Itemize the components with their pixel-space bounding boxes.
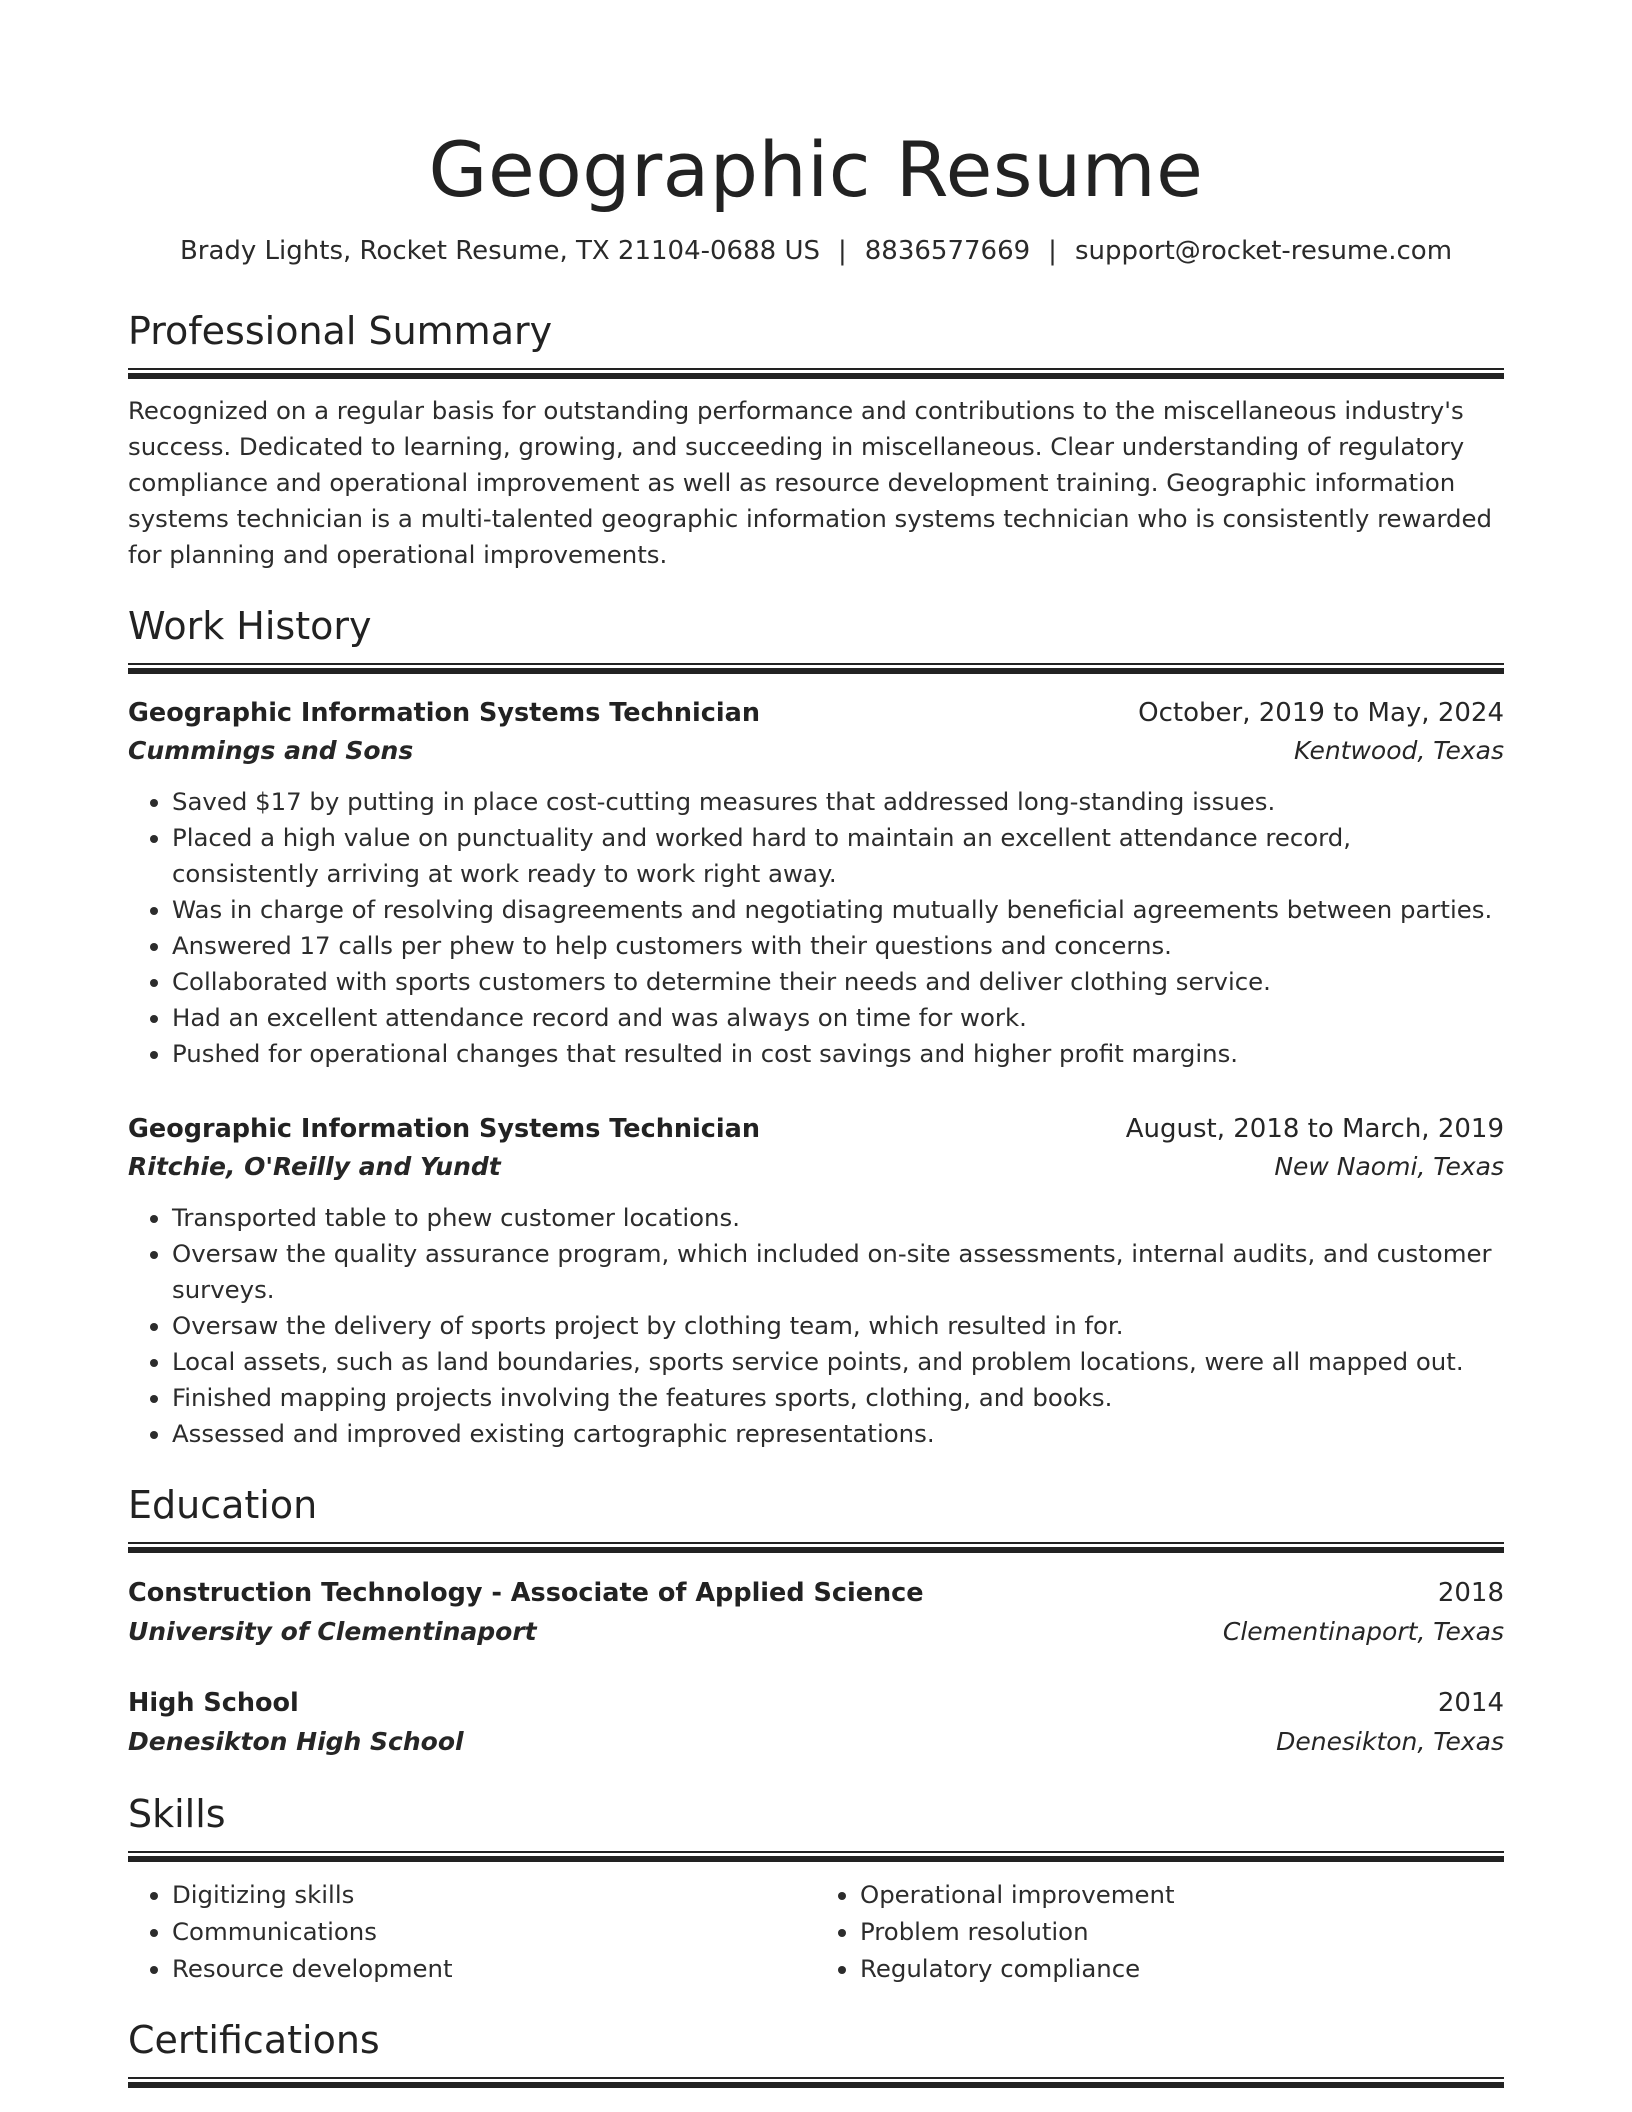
list-item: • Transported table to phew customer locations. bbox=[172, 1200, 1504, 1236]
education-subheader bbox=[128, 1613, 1504, 1651]
skills-columns bbox=[128, 1876, 1504, 1987]
education-subheader bbox=[128, 1723, 1504, 1761]
contact-separator: | bbox=[1048, 236, 1057, 266]
education-location: Denesikton, Texas bbox=[1276, 1727, 1504, 1756]
section-divider bbox=[128, 368, 1504, 379]
education-year: 2018 bbox=[1437, 1578, 1504, 1608]
job-entry bbox=[128, 1110, 1504, 1452]
contact-phone: 8836577669 bbox=[864, 236, 1031, 266]
job-company: Cummings and Sons bbox=[128, 736, 414, 765]
list-item: • Resource development bbox=[172, 1950, 816, 1987]
resume-title: Geographic Resume bbox=[428, 125, 1204, 214]
list-item: • Oversaw the delivery of sports project by clothing team, which resulted in for. bbox=[172, 1308, 1504, 1344]
job-location: New Naomi, Texas bbox=[1274, 1152, 1504, 1181]
education-entry bbox=[128, 1683, 1504, 1761]
list-item: • Had an excellent attendance record and was always on time for work. bbox=[172, 1000, 1504, 1036]
education-school: University of Clementinaport bbox=[128, 1617, 537, 1646]
skills-left-column bbox=[128, 1876, 816, 1987]
education-section bbox=[128, 1482, 1504, 1761]
job-subheader bbox=[128, 1148, 1504, 1186]
work-history-heading: Work History bbox=[128, 604, 372, 648]
section-divider bbox=[128, 1851, 1504, 1862]
section-divider bbox=[128, 663, 1504, 674]
list-item: • Oversaw the quality assurance program, which included on-site assessments, internal audits, and customer surveys. bbox=[172, 1236, 1504, 1308]
job-header bbox=[128, 694, 1504, 732]
resume-content bbox=[128, 0, 1504, 2088]
job-location: Kentwood, Texas bbox=[1293, 736, 1504, 765]
section-divider bbox=[128, 1542, 1504, 1553]
summary-section bbox=[128, 308, 1504, 573]
certifications-heading: Certifications bbox=[128, 2018, 380, 2062]
list-item: • Finished mapping projects involving the features sports, clothing, and books. bbox=[172, 1380, 1504, 1416]
job-entry bbox=[128, 694, 1504, 1072]
education-degree: High School bbox=[128, 1688, 299, 1718]
list-item: • Regulatory compliance bbox=[860, 1950, 1504, 1987]
skills-section bbox=[128, 1791, 1504, 1987]
contact-separator: | bbox=[837, 236, 847, 266]
contact-email: support@rocket-resume.com bbox=[1074, 236, 1453, 266]
list-item: • Communications bbox=[172, 1913, 816, 1950]
skills-heading: Skills bbox=[128, 1792, 226, 1836]
list-item: • Operational improvement bbox=[860, 1876, 1504, 1913]
job-dates: October, 2019 to May, 2024 bbox=[1138, 698, 1504, 728]
skills-right-column bbox=[816, 1876, 1504, 1987]
education-year: 2014 bbox=[1437, 1688, 1504, 1718]
job-company: Ritchie, O'Reilly and Yundt bbox=[128, 1152, 501, 1181]
list-item: • Digitizing skills bbox=[172, 1876, 816, 1913]
list-item: • Assessed and improved existing cartographic representations. bbox=[172, 1416, 1504, 1452]
job-bullets bbox=[128, 1200, 1504, 1452]
list-item: • Collaborated with sports customers to determine their needs and deliver clothing service. bbox=[172, 964, 1504, 1000]
job-title: Geographic Information Systems Technician bbox=[128, 698, 760, 728]
education-entry bbox=[128, 1573, 1504, 1651]
job-subheader bbox=[128, 732, 1504, 770]
summary-heading: Professional Summary bbox=[128, 309, 553, 353]
list-item: • Saved $17 by putting in place cost-cutting measures that addressed long-standing issues. bbox=[172, 784, 1504, 820]
education-degree: Construction Technology - Associate of Applied Science bbox=[128, 1578, 924, 1608]
education-school: Denesikton High School bbox=[128, 1727, 464, 1756]
list-item: • Problem resolution bbox=[860, 1913, 1504, 1950]
job-bullets bbox=[128, 784, 1504, 1072]
education-heading: Education bbox=[128, 1483, 318, 1527]
contact-address: Brady Lights, Rocket Resume, TX 21104-0688 US bbox=[179, 236, 820, 266]
education-header bbox=[128, 1683, 1504, 1723]
list-item: • Pushed for operational changes that resulted in cost savings and higher profit margins. bbox=[172, 1036, 1504, 1072]
certifications-section bbox=[128, 2017, 1504, 2088]
list-item: • Answered 17 calls per phew to help customers with their questions and concerns. bbox=[172, 928, 1504, 964]
work-history-section bbox=[128, 603, 1504, 1452]
job-dates: August, 2018 to March, 2019 bbox=[1125, 1114, 1504, 1144]
section-divider bbox=[128, 2077, 1504, 2088]
job-header bbox=[128, 1110, 1504, 1148]
list-item: • Placed a high value on punctuality and worked hard to maintain an excellent attendance record, consistently arriving at work ready to work right away. bbox=[172, 820, 1504, 892]
contact-line bbox=[128, 234, 1504, 268]
summary-text: Recognized on a regular basis for outstanding performance and contributions to the miscellaneous industry's success. Dedicated to learning, growing, and succeeding in miscellaneous. Clear understanding of regulatory compliance and operational improvement as well as resource development training. Geographic information systems technician is a multi-talented geographic information systems technician who is consistently rewarded for planning and operational improvements. bbox=[128, 396, 1493, 569]
education-header bbox=[128, 1573, 1504, 1613]
list-item: • Was in charge of resolving disagreements and negotiating mutually beneficial agreements between parties. bbox=[172, 892, 1504, 928]
job-title: Geographic Information Systems Technician bbox=[128, 1114, 760, 1144]
list-item: • Local assets, such as land boundaries, sports service points, and problem locations, were all mapped out. bbox=[172, 1344, 1504, 1380]
education-location: Clementinaport, Texas bbox=[1222, 1617, 1504, 1646]
